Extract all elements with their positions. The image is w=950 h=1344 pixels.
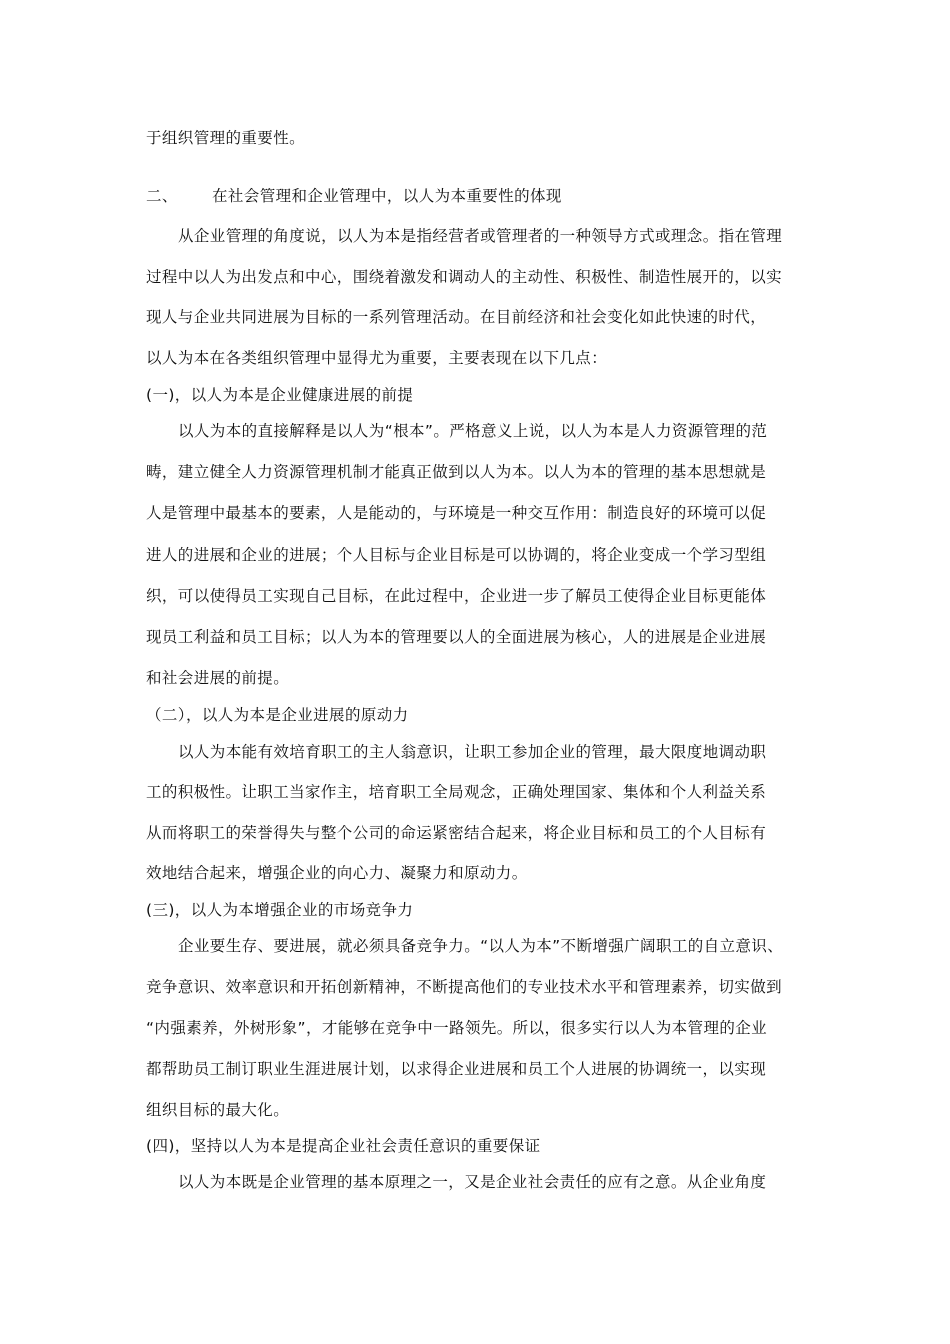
paragraph-line: 畴，建立健全人力资源管理机制才能真正做到以人为本。以人为本的管理的基本思想就是 (146, 463, 767, 481)
paragraph-line: “内强素养，外树形象”，才能够在竞争中一路领先。所以，很多实行以人为本管理的企业 (146, 1019, 768, 1037)
paragraph-line: 以人为本能有效培育职工的主人翁意识，让职工参加企业的管理，最大限度地调动职 (178, 743, 767, 761)
subheading: (三)，以人为本增强企业的市场竞争力 (146, 901, 414, 919)
paragraph-line: 企业要生存、要进展，就必须具备竞争力。“以人为本”不断增强广阔职工的自立意识、 (178, 937, 784, 955)
paragraph-line: 都帮助员工制订职业生涯进展计划，以求得企业进展和员工个人进展的协调统一，以实现 (146, 1060, 767, 1078)
paragraph-line: 和社会进展的前提。 (146, 669, 290, 687)
paragraph-line: 进人的进展和企业的进展；个人目标与企业目标是可以协调的，将企业变成一个学习型组 (146, 546, 767, 564)
paragraph-line: 从企业管理的角度说，以人为本是指经营者或管理者的一种领导方式或理念。指在管理 (178, 227, 783, 245)
paragraph-line: 现员工利益和员工目标；以人为本的管理要以人的全面进展为核心，人的进展是企业进展 (146, 628, 767, 646)
paragraph-line: 效地结合起来，增强企业的向心力、凝聚力和原动力。 (146, 864, 528, 882)
paragraph-line: 织，可以使得员工实现自己目标，在此过程中，企业进一步了解员工使得企业目标更能体 (146, 587, 767, 605)
paragraph-line: 工的积极性。让职工当家作主，培育职工全局观念，正确处理国家、集体和个人利益关系 (146, 783, 767, 801)
paragraph-line: 人是管理中最基本的要素，人是能动的，与环境是一种交互作用：制造良好的环境可以促 (146, 504, 767, 522)
paragraph-line: 过程中以人为出发点和中心，围绕着激发和调动人的主动性、积极性、制造性展开的，以实 (146, 268, 783, 286)
paragraph-line: 现人与企业共同进展为目标的一系列管理活动。在目前经济和社会变化如此快速的时代， (146, 308, 767, 326)
subheading: （二），以人为本是企业进展的原动力 (146, 706, 409, 724)
section-heading-text: 在社会管理和企业管理中，以人为本重要性的体现 (212, 187, 562, 205)
section-heading-number: 二、 (146, 187, 178, 205)
paragraph-line: 于组织管理的重要性。 (146, 129, 306, 147)
paragraph-line: 组织目标的最大化。 (146, 1101, 290, 1119)
paragraph-line: 从而将职工的荣誉得失与整个公司的命运紧密结合起来，将企业目标和员工的个人目标有 (146, 824, 767, 842)
paragraph-line: 以人为本在各类组织管理中显得尤为重要，主要表现在以下几点： (146, 349, 608, 367)
subheading: (四)，坚持以人为本是提高企业社会责任意识的重要保证 (146, 1137, 541, 1155)
paragraph-line: 竞争意识、效率意识和开拓创新精神，不断提高他们的专业技术水平和管理素养，切实做到 (146, 978, 783, 996)
paragraph-line: 以人为本既是企业管理的基本原理之一，又是企业社会责任的应有之意。从企业角度 (178, 1173, 767, 1191)
subheading: (一)，以人为本是企业健康进展的前提 (146, 386, 414, 404)
paragraph-line: 以人为本的直接解释是以人为“根本”。严格意义上说，以人为本是人力资源管理的范 (178, 422, 768, 440)
